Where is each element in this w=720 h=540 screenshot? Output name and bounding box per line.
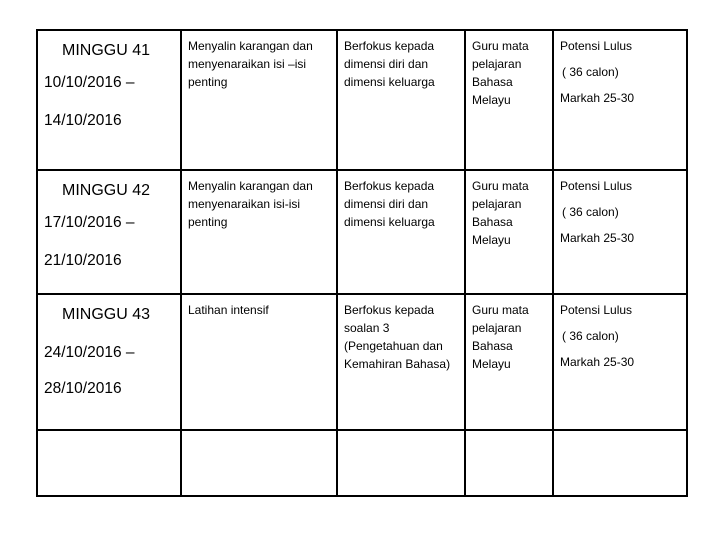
activity-cell: [181, 294, 337, 430]
potential-label: Potensi Lulus: [560, 179, 633, 193]
empty-cell: [37, 430, 181, 496]
teacher-cell: [465, 30, 553, 170]
date-end: 28/10/2016: [44, 380, 122, 397]
week-label: MINGGU 43: [62, 306, 151, 323]
potential-cell: [553, 170, 687, 294]
date-end: 21/10/2016: [44, 252, 122, 269]
teacher-text: Guru mata pelajaran Bahasa Melayu: [472, 303, 529, 371]
marks-range: Markah 25-30: [560, 355, 635, 369]
marks-range: Markah 25-30: [560, 231, 635, 245]
potential-cell: [553, 294, 687, 430]
week-cell: [37, 30, 181, 170]
potential-label: Potensi Lulus: [560, 39, 633, 53]
candidates-count: ( 36 calon): [562, 65, 619, 79]
week-cell: [37, 294, 181, 430]
week-label: MINGGU 42: [62, 182, 151, 199]
marks-range: Markah 25-30: [560, 91, 635, 105]
focus-cell: [337, 294, 465, 430]
week-label: MINGGU 41: [62, 42, 151, 59]
empty-cell: [337, 430, 465, 496]
activity-cell: [181, 30, 337, 170]
focus-text: Berfokus kepada dimensi diri dan dimensi keluarga: [344, 179, 435, 229]
schedule-table: [36, 29, 688, 497]
focus-cell: [337, 30, 465, 170]
activity-cell: [181, 170, 337, 294]
potential-label: Potensi Lulus: [560, 303, 633, 317]
potential-cell: [553, 30, 687, 170]
table-row: [37, 430, 687, 496]
empty-cell: [553, 430, 687, 496]
teacher-text: Guru mata pelajaran Bahasa Melayu: [472, 179, 529, 247]
date-start: 24/10/2016 –: [44, 344, 135, 361]
focus-cell: [337, 170, 465, 294]
table-row: [37, 30, 687, 170]
date-start: 17/10/2016 –: [44, 214, 135, 231]
empty-cell: [465, 430, 553, 496]
empty-cell: [181, 430, 337, 496]
week-cell: [37, 170, 181, 294]
activity-text: Menyalin karangan dan menyenaraikan isi –isi penting: [188, 39, 313, 89]
date-start: 10/10/2016 –: [44, 74, 135, 91]
activity-text: Menyalin karangan dan menyenaraikan isi-isi penting: [188, 179, 313, 229]
table-row: [37, 294, 687, 430]
table-row: [37, 170, 687, 294]
candidates-count: ( 36 calon): [562, 205, 619, 219]
focus-text: Berfokus kepada dimensi diri dan dimensi keluarga: [344, 39, 435, 89]
candidates-count: ( 36 calon): [562, 329, 619, 343]
teacher-text: Guru mata pelajaran Bahasa Melayu: [472, 39, 529, 107]
activity-text: Latihan intensif: [188, 303, 269, 317]
focus-text: Berfokus kepada soalan 3 (Pengetahuan dan Kemahiran Bahasa): [344, 303, 451, 371]
teacher-cell: [465, 294, 553, 430]
date-end: 14/10/2016: [44, 112, 122, 129]
teacher-cell: [465, 170, 553, 294]
